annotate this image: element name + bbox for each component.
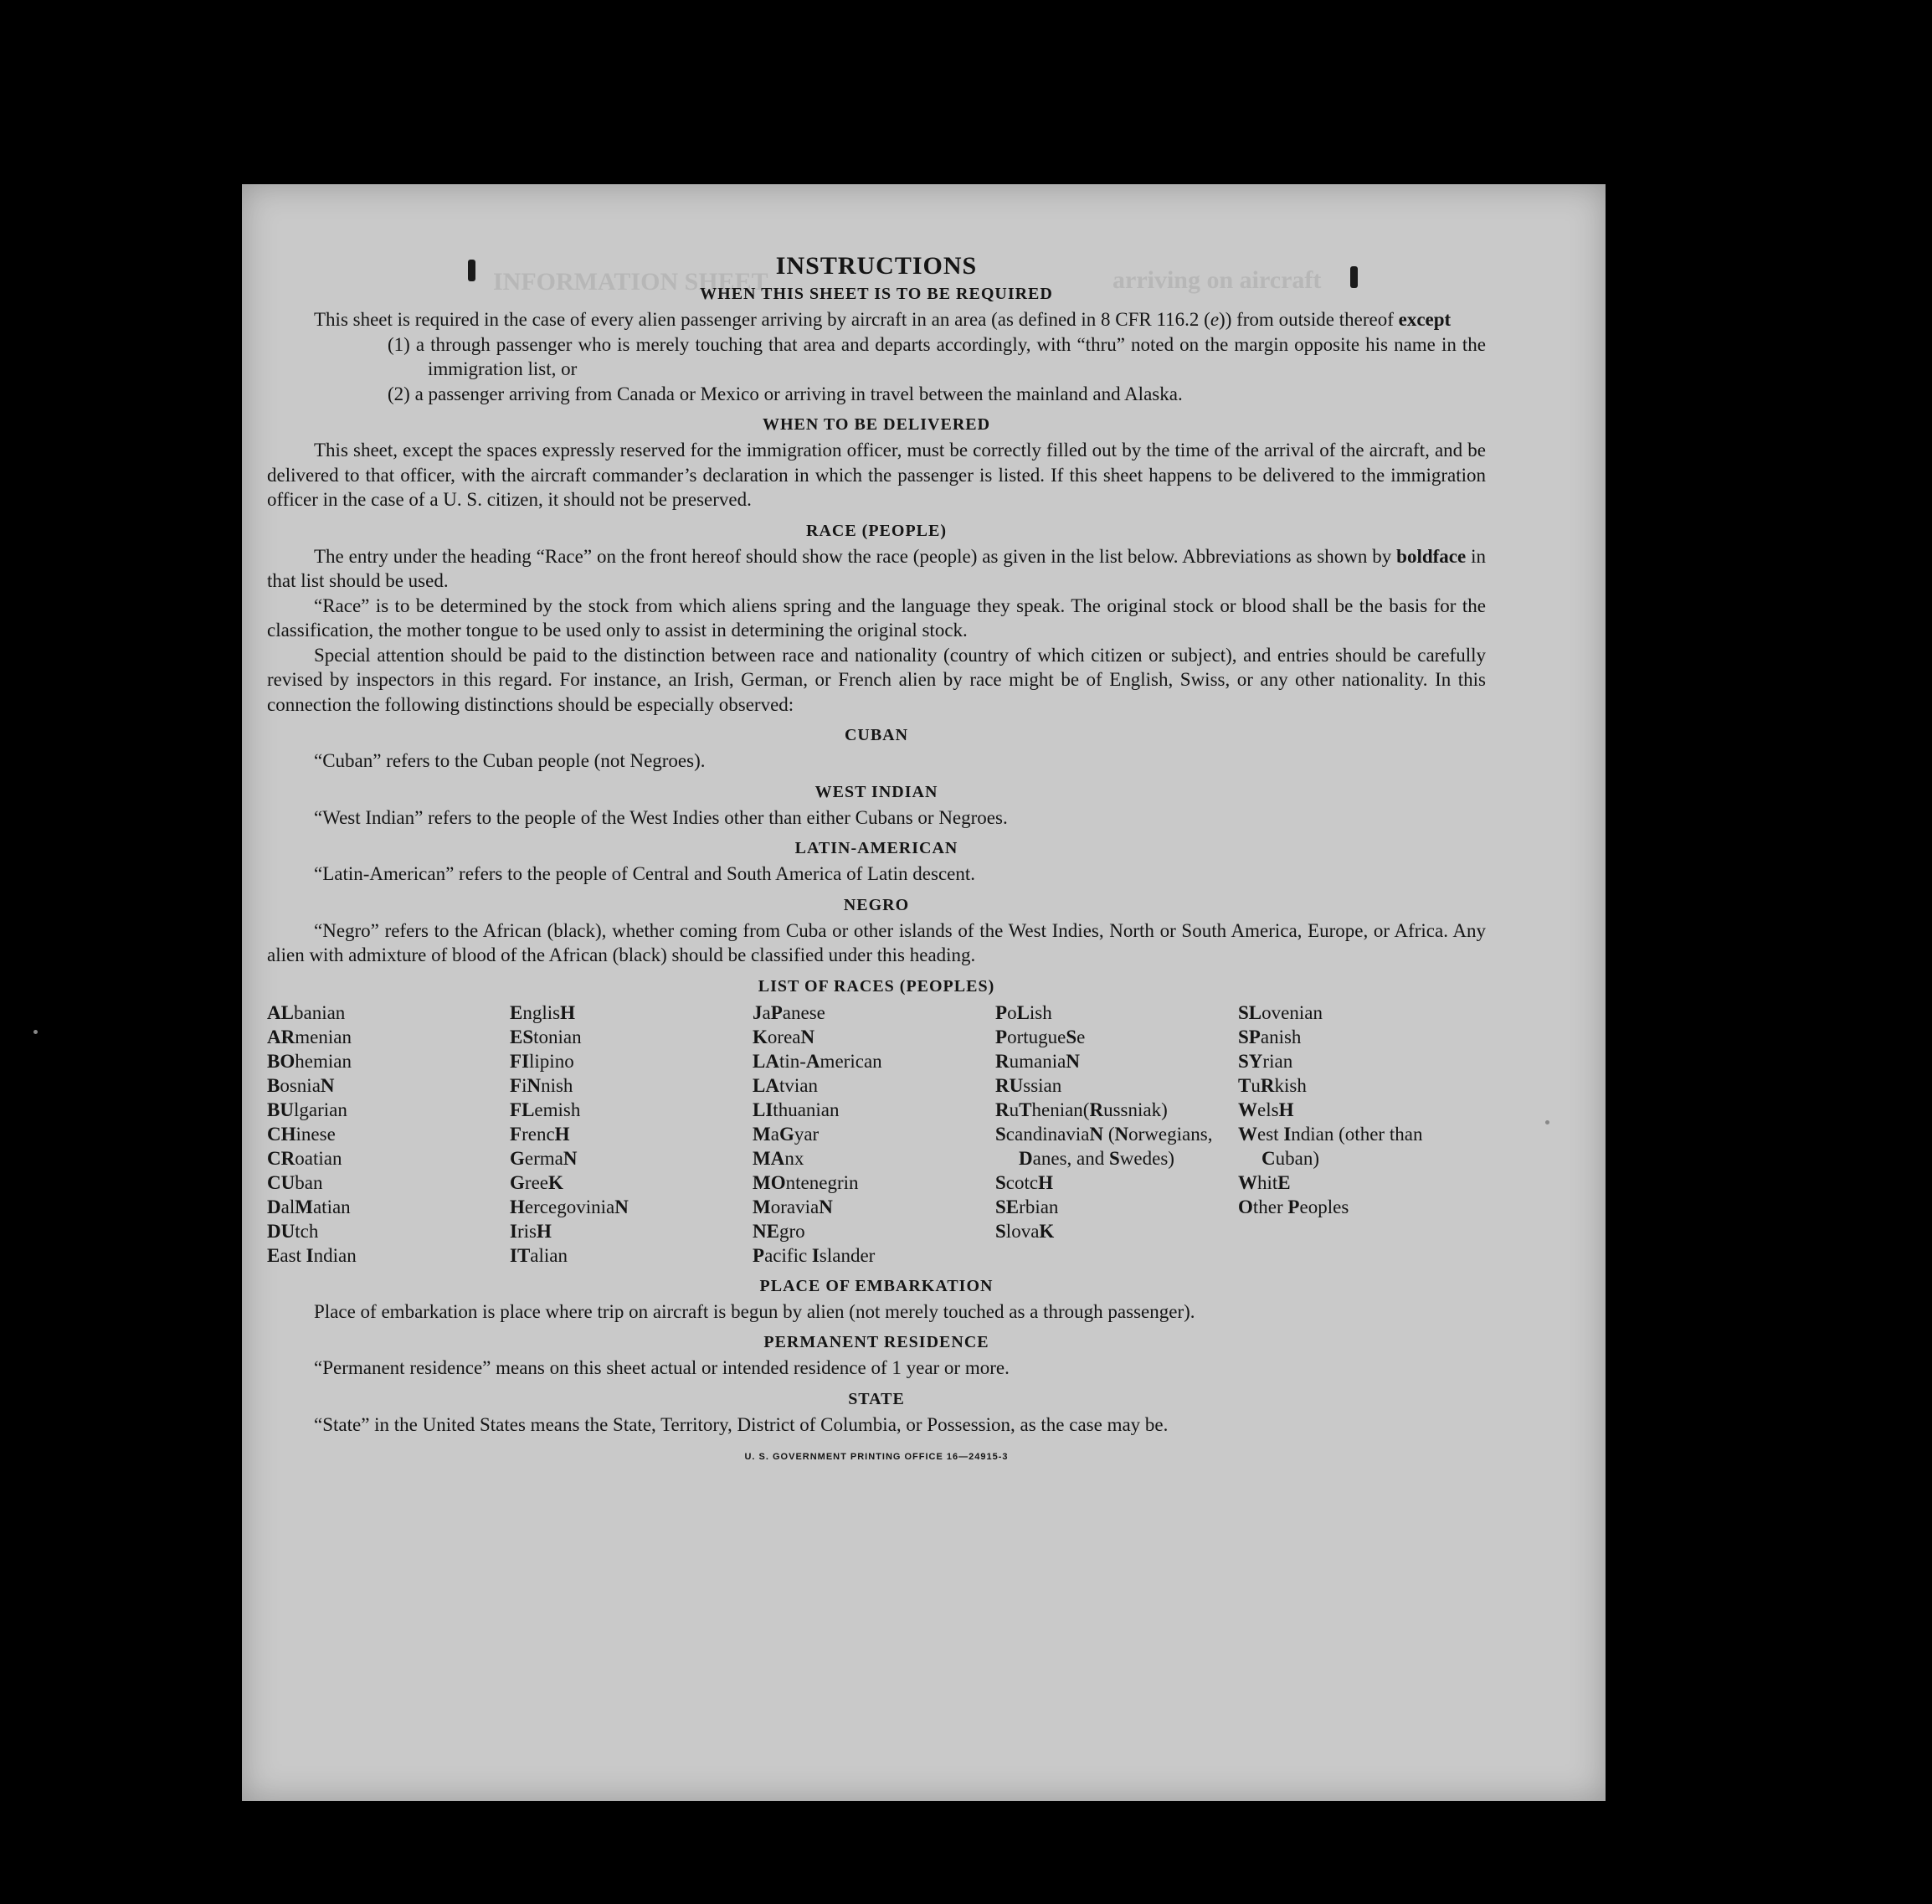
section-paragraph: “Cuban” refers to the Cuban people (not Negroes). bbox=[314, 750, 706, 771]
race-entry: ALbanian bbox=[267, 1001, 346, 1023]
race-entry: WhitE bbox=[1238, 1171, 1291, 1193]
race-entry: RumaniaN bbox=[995, 1050, 1080, 1072]
section-paragraph: “West Indian” refers to the people of the West Indies other than either Cubans or Negroes. bbox=[314, 806, 1008, 828]
section-paragraph: The entry under the heading “Race” on the front hereof should show the race (people) as given in the list below. Abbreviations as shown by boldface in that list should be used. bbox=[267, 545, 1487, 591]
race-entry: CRoatian bbox=[267, 1147, 342, 1169]
race-entry: ITalian bbox=[510, 1244, 568, 1266]
list-item: (1) a through passenger who is merely touching that area and departs accordingly, with “thru” noted on the margin opposite his name in the immigration list, or bbox=[388, 333, 1486, 379]
section-heading: LIST OF RACES (PEOPLES) bbox=[758, 976, 995, 996]
race-entry: FLemish bbox=[510, 1099, 581, 1120]
section-heading: LATIN-AMERICAN bbox=[794, 839, 958, 857]
section-heading: PLACE OF EMBARKATION bbox=[759, 1276, 994, 1295]
section-heading: CUBAN bbox=[844, 726, 909, 744]
race-column bbox=[1238, 1001, 1481, 1268]
race-entry: IrisH bbox=[510, 1220, 552, 1242]
bleed-through-text: INFORMATION SHEET bbox=[493, 268, 768, 296]
race-entry: East Indian bbox=[267, 1244, 357, 1266]
race-list bbox=[267, 1001, 1486, 1268]
race-entry: FrencH bbox=[510, 1123, 570, 1145]
race-column bbox=[995, 1001, 1238, 1268]
race-entry: NEgro bbox=[753, 1220, 805, 1242]
bleed-through-text: arriving on aircraft bbox=[1112, 266, 1322, 294]
section-paragraph: “Negro” refers to the African (black), whether coming from Cuba or other islands of the West Indies, North or South America, Europe, or Africa. Any alien with admixture of blood of the African (black) should be classified under this heading. bbox=[267, 919, 1486, 965]
printer-imprint: U. S. GOVERNMENT PRINTING OFFICE 16—24915-3 bbox=[744, 1452, 1009, 1462]
race-entry: BOhemian bbox=[267, 1050, 352, 1072]
section-paragraph: “Latin-American” refers to the people of Central and South America of Latin descent. bbox=[314, 863, 975, 884]
race-entry: KoreaN bbox=[753, 1026, 815, 1047]
section-heading: WHEN TO BE DELIVERED bbox=[762, 415, 991, 434]
section-paragraph: “Permanent residence” means on this sheet actual or intended residence of 1 year or more. bbox=[314, 1357, 1010, 1378]
race-entry: GreeK bbox=[510, 1171, 563, 1193]
race-entry: LAtin-American bbox=[753, 1050, 882, 1072]
race-column bbox=[753, 1001, 995, 1268]
section-paragraph: This sheet is required in the case of every alien passenger arriving by aircraft in an area (as defined in 8 CFR 116.2 (e)) from outside thereof except bbox=[314, 309, 1452, 330]
race-entry: TuRkish bbox=[1238, 1074, 1307, 1096]
race-entry: WelsH bbox=[1238, 1099, 1294, 1120]
section-paragraph: “Race” is to be determined by the stock from which aliens spring and the language they speak. The original stock or blood shall be the basis for the classification, the mother tongue to be used only to assist in determining the original stock. bbox=[267, 594, 1486, 641]
race-entry: MaGyar bbox=[753, 1123, 820, 1145]
race-entry: HercegoviniaN bbox=[510, 1196, 629, 1217]
race-entry: MAnx bbox=[753, 1147, 804, 1169]
race-entry: EnglisH bbox=[510, 1001, 575, 1023]
race-entry: MoraviaN bbox=[753, 1196, 833, 1217]
race-entry: West Indian (other than Cuban) bbox=[1238, 1123, 1423, 1169]
race-entry: LAtvian bbox=[753, 1074, 818, 1096]
race-column bbox=[267, 1001, 510, 1268]
page-title: INSTRUCTIONS bbox=[775, 252, 978, 280]
section-paragraph: Special attention should be paid to the distinction between race and nationality (country of which citizen or subject), and entries should be carefully revised by inspectors in this regard. For instance, an Irish, German, or French alien by race might be of English, Swiss, or any other nationality. In this connection the following distinctions should be especially observed: bbox=[267, 644, 1486, 715]
race-entry: DUtch bbox=[267, 1220, 319, 1242]
race-entry: CHinese bbox=[267, 1123, 336, 1145]
section-paragraph: “State” in the United States means the State, Territory, District of Columbia, or Possession, as the case may be. bbox=[314, 1413, 1169, 1435]
form-sheet bbox=[242, 184, 1606, 1801]
scan-speck bbox=[33, 1030, 38, 1034]
race-entry: SPanish bbox=[1238, 1026, 1302, 1047]
race-entry: MOntenegrin bbox=[753, 1171, 859, 1193]
race-entry: RuThenian(Russniak) bbox=[995, 1099, 1168, 1120]
race-entry: SlovaK bbox=[995, 1220, 1055, 1242]
race-entry: PoLish bbox=[995, 1001, 1052, 1023]
section-heading: WEST INDIAN bbox=[814, 782, 938, 801]
section-heading: NEGRO bbox=[843, 895, 910, 914]
race-entry: Pacific Islander bbox=[753, 1244, 876, 1266]
race-entry: FIlipino bbox=[510, 1050, 574, 1072]
scan-speck bbox=[1545, 1120, 1549, 1124]
instructions-content bbox=[267, 251, 1486, 1470]
race-entry: Other Peoples bbox=[1238, 1196, 1349, 1217]
section-heading: STATE bbox=[848, 1389, 905, 1408]
race-entry: ARmenian bbox=[267, 1026, 352, 1047]
race-entry: CUban bbox=[267, 1171, 323, 1193]
race-entry: EStonian bbox=[510, 1026, 582, 1047]
section-paragraph: This sheet, except the spaces expressly reserved for the immigration officer, must be correctly filled out by the time of the arrival of the aircraft, and be delivered to that officer, with the aircraft commander’s declaration in which the passenger is listed. If this sheet happens to be delivered to the immigration officer in the case of a U. S. citizen, it should not be preserved. bbox=[267, 440, 1486, 510]
list-item: (2) a passenger arriving from Canada or Mexico or arriving in travel between the mainland and Alaska. bbox=[388, 383, 1183, 404]
race-entry: DalMatian bbox=[267, 1196, 351, 1217]
race-entry: LIthuanian bbox=[753, 1099, 840, 1120]
race-entry: PortugueSe bbox=[995, 1026, 1086, 1047]
section-paragraph: Place of embarkation is place where trip on aircraft is begun by alien (not merely touched as a through passenger). bbox=[314, 1300, 1195, 1322]
race-entry: SLovenian bbox=[1238, 1001, 1323, 1023]
race-entry: FiNnish bbox=[510, 1074, 573, 1096]
race-entry: BUlgarian bbox=[267, 1099, 347, 1120]
race-entry: JaPanese bbox=[753, 1001, 825, 1023]
race-column bbox=[510, 1001, 753, 1268]
race-entry: SYrian bbox=[1238, 1050, 1293, 1072]
race-entry: SErbian bbox=[995, 1196, 1059, 1217]
race-entry: BosniaN bbox=[267, 1074, 335, 1096]
race-entry: ScandinaviaN (Norwegians, Danes, and Swedes) bbox=[995, 1123, 1213, 1169]
section-heading: PERMANENT RESIDENCE bbox=[763, 1333, 989, 1351]
race-entry: ScotcH bbox=[995, 1171, 1054, 1193]
section-heading: RACE (PEOPLE) bbox=[806, 521, 947, 540]
section-heading: WHEN THIS SHEET IS TO BE REQUIRED bbox=[700, 285, 1053, 303]
race-entry: GermaN bbox=[510, 1147, 578, 1169]
race-entry: RUssian bbox=[995, 1074, 1062, 1096]
